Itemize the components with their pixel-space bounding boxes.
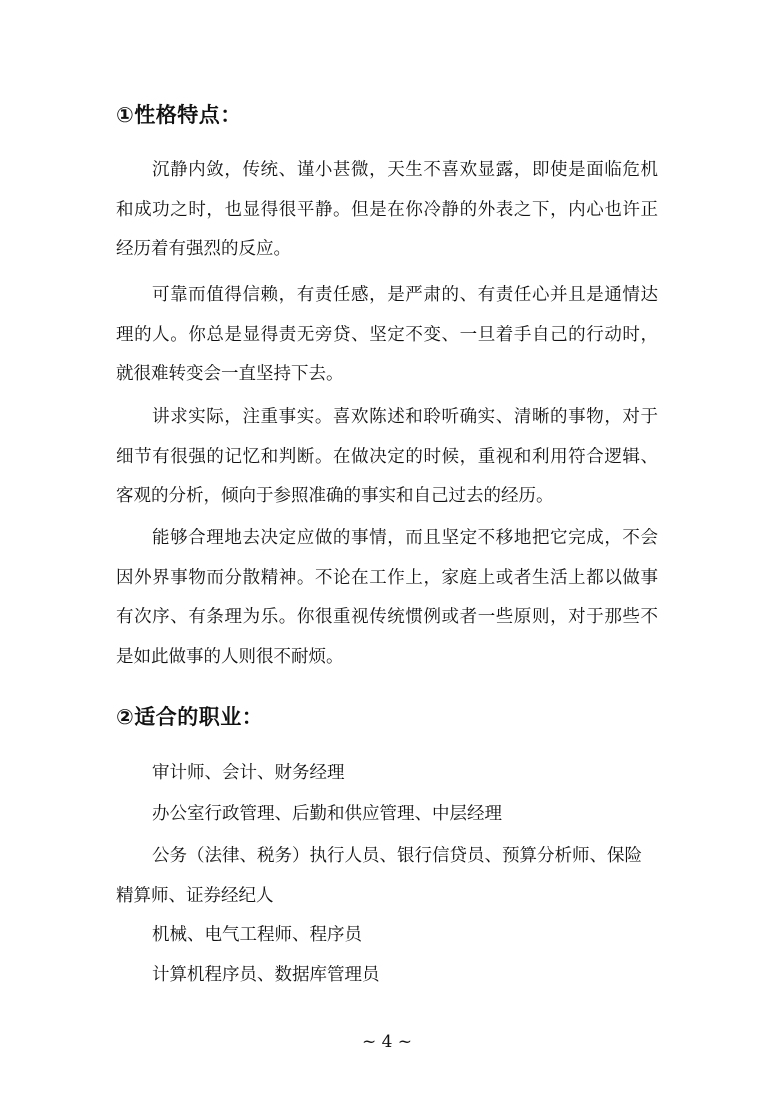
career-item-2: 办公室行政管理、后勤和供应管理、中层经理 [152, 804, 502, 824]
career-item-1: 审计师、会计、财务经理 [152, 763, 345, 783]
paragraph-1: 沉静内敛，传统、谨小甚微，天生不喜欢显露，即使是面临危机和成功之时，也显得很平静。但是在你冷静的外表之下，内心也许正经历着有强烈的反应。 [116, 160, 658, 259]
page-number: ~ 4 ~ [361, 1032, 413, 1052]
career-item-4: 机械、电气工程师、程序员 [152, 925, 362, 945]
section-heading-careers: ②适合的职业： [116, 705, 264, 729]
section-heading-personality: ①性格特点： [116, 103, 242, 127]
career-item-3: 公务（法律、税务）执行人员、银行信贷员、预算分析师、保险精算师、证券经纪人 [116, 846, 642, 906]
career-item-5: 计算机程序员、数据库管理员 [152, 965, 380, 985]
paragraph-3: 讲求实际，注重事实。喜欢陈述和聆听确实、清晰的事物，对于细节有很强的记忆和判断。在做决定的时候，重视和利用符合逻辑、客观的分析，倾向于参照准确的事实和自己过去的经历。 [116, 407, 658, 506]
paragraph-2: 可靠而值得信赖，有责任感，是严肃的、有责任心并且是通情达理的人。你总是显得责无旁贷、坚定不变、一旦着手自己的行动时，就很难转变会一直坚持下去。 [116, 285, 658, 384]
paragraph-4: 能够合理地去决定应做的事情，而且坚定不移地把它完成，不会因外界事物而分散精神。不论在工作上，家庭上或者生活上都以做事有次序、有条理为乐。你很重视传统惯例或者一些原则，对于那些不是如此做事的人则很不耐烦。 [116, 528, 658, 667]
